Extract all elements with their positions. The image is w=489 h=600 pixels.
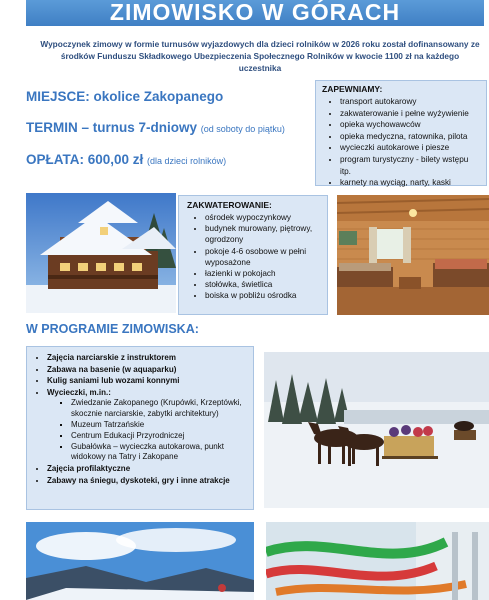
- trips-label: Wycieczki, m.in.:: [47, 387, 111, 397]
- trips-list: [47, 398, 245, 463]
- info-miejsce: MIEJSCE: okolice Zakopanego: [26, 89, 224, 104]
- list-item: ▪ Muzeum Tatrzańskie: [71, 420, 245, 431]
- zapewniamy-list: [322, 96, 480, 189]
- list-item: • Zabawy na śniegu, dyskoteki, gry i inne atrakcje: [47, 475, 245, 487]
- info-termin: [26, 120, 285, 135]
- info-oplata: [26, 152, 226, 167]
- list-item: • wycieczki autokarowe i piesze: [340, 142, 480, 154]
- zakwaterowanie-box: [178, 195, 328, 315]
- list-item: • zakwaterowanie i pełne wyżywienie: [340, 108, 480, 120]
- aquapark-photo: [266, 522, 489, 600]
- list-item: • transport autokarowy: [340, 96, 480, 108]
- list-item: • Zabawa na basenie (w aquaparku): [47, 364, 245, 376]
- list-item: • łazienki w pokojach: [205, 268, 319, 279]
- list-item: ▪ Centrum Edukacji Przyrodniczej: [71, 431, 245, 442]
- list-item: ▪ Gubałówka – wycieczka autokarowa, punkt widokowy na Tatry i Zakopane: [71, 442, 245, 464]
- list-item: • Zajęcia narciarskie z instruktorem: [47, 352, 245, 364]
- list-item: • budynek murowany, piętrowy, ogrodzony: [205, 223, 319, 245]
- info-termin-note: (od soboty do piątku): [200, 124, 285, 134]
- program-box: [26, 346, 254, 510]
- zakwaterowanie-title: ZAKWATEROWANIE:: [187, 200, 272, 210]
- zapewniamy-title: ZAPEWNIAMY:: [322, 84, 383, 94]
- list-item: • stołówka, świetlica: [205, 279, 319, 290]
- list-item: • pokoje 4-6 osobowe w pełni wyposażone: [205, 246, 319, 268]
- list-item: • Zajęcia profilaktyczne: [47, 463, 245, 475]
- room-photo: [337, 195, 489, 315]
- list-item: • karnety na wyciąg, narty, kaski: [340, 177, 480, 189]
- intro-text: Wypoczynek zimowy w formie turnusów wyjazdowych dla dzieci rolników w 2026 roku został dofinansowany ze środków Funduszu Składkowego Ubezpieczenia Społecznego Rolników w kwocie 1100 zł na każdego uczestnika: [40, 39, 480, 73]
- info-termin-label: TERMIN – turnus 7-dniowy: [26, 120, 198, 135]
- list-item: [47, 387, 245, 463]
- sleigh-ride-photo: [264, 352, 489, 508]
- list-item: • boiska w pobliżu ośrodka: [205, 290, 319, 301]
- info-oplata-label: OPŁATA: 600,00 zł: [26, 152, 144, 167]
- program-list: [33, 352, 245, 486]
- chalet-photo: [26, 193, 176, 313]
- list-item: • Kulig saniami lub wozami konnymi: [47, 375, 245, 387]
- list-item: • opieka medyczna, ratownika, pilota: [340, 131, 480, 143]
- list-item: • ośrodek wypoczynkowy: [205, 212, 319, 223]
- page-banner: ZIMOWISKO W GÓRACH: [26, 0, 484, 26]
- info-oplata-note: (dla dzieci rolników): [147, 156, 227, 166]
- program-title: W PROGRAMIE ZIMOWISKA:: [26, 322, 199, 336]
- zakwaterowanie-list: [187, 212, 319, 302]
- list-item: • program turystyczny - bilety wstępu itp.: [340, 154, 480, 177]
- zapewniamy-box: [315, 80, 487, 186]
- list-item: • opieka wychowawców: [340, 119, 480, 131]
- mountain-photo: [26, 522, 254, 600]
- list-item: ▪ Zwiedzanie Zakopanego (Krupówki, Krzeptówki, skocznie narciarskie, zabytki architektury): [71, 398, 245, 420]
